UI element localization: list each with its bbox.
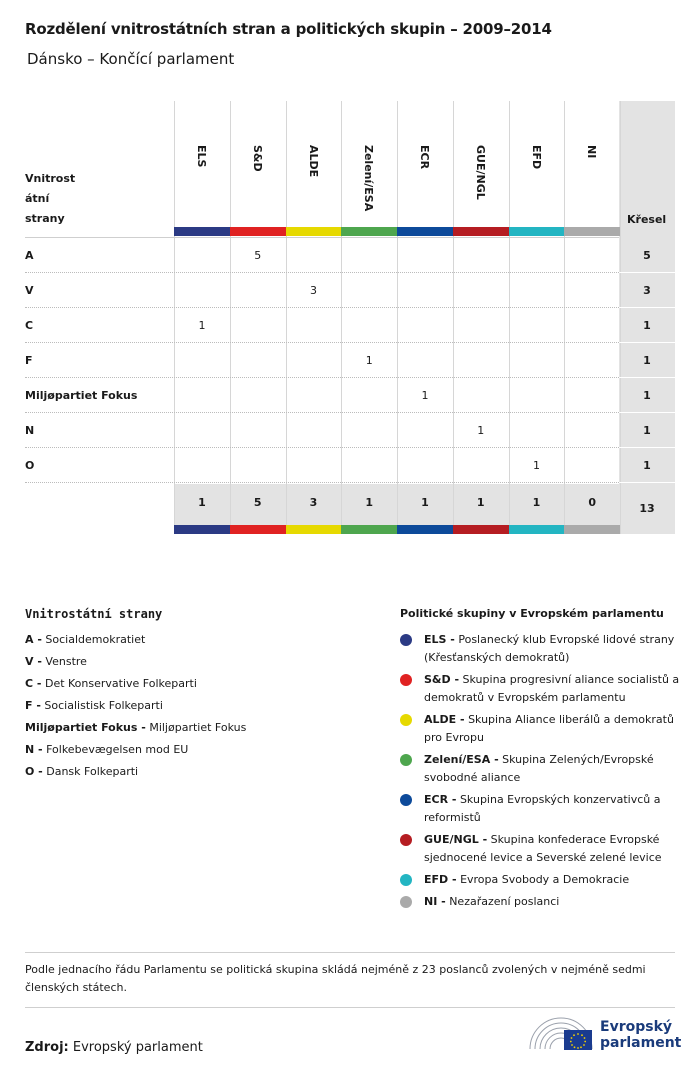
table-cell-value: 1: [421, 389, 429, 402]
row-header: [25, 169, 75, 229]
legend-party-name: Det Konservative Folkeparti: [44, 677, 197, 690]
legend-group-abbr: Zelení/ESA -: [424, 753, 499, 766]
legend-party-item: [25, 629, 355, 651]
seat-row-separator: [619, 447, 675, 448]
legend-group-item: [400, 871, 680, 889]
column-header-label: EFD: [529, 145, 543, 170]
group-color-bar-bottom: [564, 525, 620, 534]
legend-party-item: [25, 673, 355, 695]
legend-group-abbr: ELS -: [424, 633, 455, 646]
row-separator: [25, 412, 619, 413]
legend-party-name: Dansk Folkeparti: [46, 765, 139, 778]
column-header: [341, 137, 397, 257]
seats-header: Křesel: [627, 213, 667, 226]
group-color-bar: [286, 227, 342, 236]
group-color-bar: [509, 227, 565, 236]
group-color-bar-bottom: [453, 525, 509, 534]
legend-party-item: [25, 651, 355, 673]
column-header-label: GUE/NGL: [473, 145, 487, 200]
column-header-label: S&D: [250, 145, 264, 172]
table-cell-value: 1: [365, 354, 373, 367]
legend-group-name: Poslanecký klub Evropské lidové strany (Křesťanských demokratů): [424, 633, 675, 664]
group-color-bar-bottom: [341, 525, 397, 534]
legend-group-item: [400, 671, 680, 707]
seat-row-separator: [619, 377, 675, 378]
legend-national-parties: [25, 607, 355, 783]
page-subtitle: Dánsko – Končící parlament: [27, 50, 235, 68]
row-seats: 5: [643, 249, 651, 262]
legend-party-item: [25, 761, 355, 783]
column-total: 0: [588, 496, 597, 509]
legend-group-item: [400, 631, 680, 667]
row-label: F: [25, 354, 33, 367]
column-header: [453, 137, 509, 257]
legend-party-abbr: C -: [25, 677, 42, 690]
column-header-label: ALDE: [306, 145, 320, 178]
legend-group-name: Skupina konfederace Evropské sjednocené levice a Severské zelené levice: [424, 833, 662, 864]
column-total: 1: [532, 496, 541, 509]
table-cell-value: 3: [310, 284, 317, 297]
legend-group-abbr: S&D -: [424, 673, 460, 686]
legend-party-abbr: V -: [25, 655, 42, 668]
legend-group-abbr: GUE/NGL -: [424, 833, 488, 846]
row-seats: 1: [643, 424, 651, 437]
column-header: [286, 137, 342, 257]
table-cell-value: 5: [254, 249, 262, 262]
legend-color-dot-icon: [400, 754, 412, 766]
legend-party-name: Miljøpartiet Fokus: [149, 721, 247, 734]
legend-groups-heading: Politické skupiny v Evropském parlamentu: [400, 607, 664, 620]
column-header: [397, 137, 453, 257]
seat-row-separator: [619, 307, 675, 308]
row-separator: [25, 272, 619, 273]
table-cell-value: 1: [533, 459, 540, 472]
row-label: N: [25, 424, 35, 437]
column-total: 1: [476, 496, 485, 509]
column-total: 5: [253, 496, 262, 509]
legend-party-abbr: Miljøpartiet Fokus -: [25, 721, 146, 734]
legend-national-heading: Vnitrostátní strany: [25, 607, 163, 621]
row-header-line: átní: [25, 192, 50, 205]
column-header: [230, 137, 286, 257]
legend-group-name: Skupina progresivní aliance socialistů a demokratů v Evropském parlamentu: [424, 673, 680, 704]
column-total: 1: [198, 496, 206, 509]
column-total: 3: [309, 496, 318, 509]
row-separator: [25, 447, 619, 448]
source-label: Zdroj:: [25, 1040, 69, 1055]
legend-group-name: Skupina Zelených/Evropské svobodné aliance: [424, 753, 654, 784]
group-color-bar: [453, 227, 509, 236]
seat-row-separator: [619, 412, 675, 413]
legend-group-abbr: ALDE -: [424, 713, 465, 726]
legend-party-abbr: F -: [25, 699, 41, 712]
logo-line2: parlament: [600, 1035, 682, 1051]
eu-flag-icon: [564, 1030, 592, 1050]
group-color-bar-bottom: [286, 525, 342, 534]
row-label: C: [25, 319, 34, 332]
row-seats: 1: [643, 354, 651, 367]
column-header-label: Zelení/ESA: [362, 145, 376, 212]
row-label: A: [25, 249, 34, 262]
column-header-label: ECR: [418, 145, 431, 170]
group-color-bar-bottom: [397, 525, 453, 534]
column-total: 1: [365, 496, 374, 509]
legend-group-item: [400, 831, 680, 867]
legend-party-name: Folkebevægelsen mod EU: [46, 743, 189, 756]
legend-political-groups: [400, 607, 680, 915]
legend-group-item: [400, 751, 680, 787]
seat-table: [25, 101, 675, 533]
legend-party-abbr: N -: [25, 743, 43, 756]
page-title: Rozdělení vnitrostátních stran a politických skupin – 2009–2014: [25, 20, 552, 38]
table-cell-value: 1: [477, 424, 485, 437]
hemicycle-icon: [528, 1013, 594, 1053]
row-seats: 1: [643, 389, 651, 402]
legend-color-dot-icon: [400, 874, 412, 886]
legend-color-dot-icon: [400, 794, 412, 806]
seat-row-separator: [619, 482, 675, 483]
legend-group-name: Nezařazení poslanci: [449, 895, 560, 908]
column-header-label: ELS: [195, 145, 208, 168]
total-seats: 13: [639, 502, 655, 515]
legend-party-item: [25, 695, 355, 717]
legend-color-dot-icon: [400, 834, 412, 846]
legend-group-item: [400, 893, 680, 911]
legend-party-name: Socialistisk Folkeparti: [44, 699, 163, 712]
legend-group-name: Skupina Evropských konzervativců a reformistů: [424, 793, 661, 824]
legend-color-dot-icon: [400, 714, 412, 726]
header-separator: [25, 237, 619, 238]
legend-color-dot-icon: [400, 674, 412, 686]
group-color-bar: [397, 227, 453, 236]
row-seats: 1: [643, 459, 651, 472]
legend-party-item: [25, 717, 355, 739]
legend-party-abbr: A -: [25, 633, 42, 646]
legend-color-dot-icon: [400, 634, 412, 646]
row-separator: [25, 307, 619, 308]
group-color-bar-bottom: [174, 525, 230, 534]
column-header-label: NI: [585, 145, 599, 159]
column-header: [509, 137, 565, 257]
legend-group-item: [400, 791, 680, 827]
legend-color-dot-icon: [400, 896, 412, 908]
legend-group-name: Evropa Svobody a Demokracie: [460, 873, 630, 886]
legend-group-item: [400, 711, 680, 747]
column-total: 1: [421, 496, 429, 509]
group-color-bar: [174, 227, 230, 236]
source-value: Evropský parlament: [72, 1040, 203, 1055]
group-color-bar-bottom: [230, 525, 286, 534]
legend-party-item: [25, 739, 355, 761]
group-color-bar: [564, 227, 620, 236]
row-label: Miljøpartiet Fokus: [25, 389, 138, 402]
row-header-line: strany: [25, 212, 65, 225]
column-header: [174, 137, 230, 257]
legend-group-abbr: NI -: [424, 895, 446, 908]
legend-group-abbr: ECR -: [424, 793, 457, 806]
row-separator: [25, 377, 619, 378]
legend-party-abbr: O -: [25, 765, 43, 778]
group-color-bar: [341, 227, 397, 236]
row-label: O: [25, 459, 35, 472]
row-header-line: Vnitrost: [25, 172, 76, 185]
source: [25, 1040, 203, 1055]
footnote: Podle jednacího řádu Parlamentu se politická skupina skládá nejméně z 23 poslanců zvolených v nejméně sedmi členských státech.: [25, 952, 675, 1008]
seat-row-separator: [619, 342, 675, 343]
legend-group-abbr: EFD -: [424, 873, 457, 886]
group-color-bar: [230, 227, 286, 236]
row-label: V: [25, 284, 34, 297]
legend-party-name: Socialdemokratiet: [45, 633, 146, 646]
row-separator: [25, 342, 619, 343]
row-seats: 1: [643, 319, 651, 332]
row-separator: [25, 482, 619, 483]
group-color-bar-bottom: [509, 525, 565, 534]
column-header: [564, 137, 620, 257]
seat-row-separator: [619, 272, 675, 273]
table-cell-value: 1: [198, 319, 206, 332]
logo-line1: Evropský: [600, 1019, 673, 1035]
legend-group-name: Skupina Aliance liberálů a demokratů pro Evropu: [424, 713, 674, 744]
logo-text: [600, 1019, 681, 1051]
legend-party-name: Venstre: [45, 655, 87, 668]
row-seats: 3: [643, 284, 651, 297]
parliament-logo: [528, 1013, 682, 1055]
